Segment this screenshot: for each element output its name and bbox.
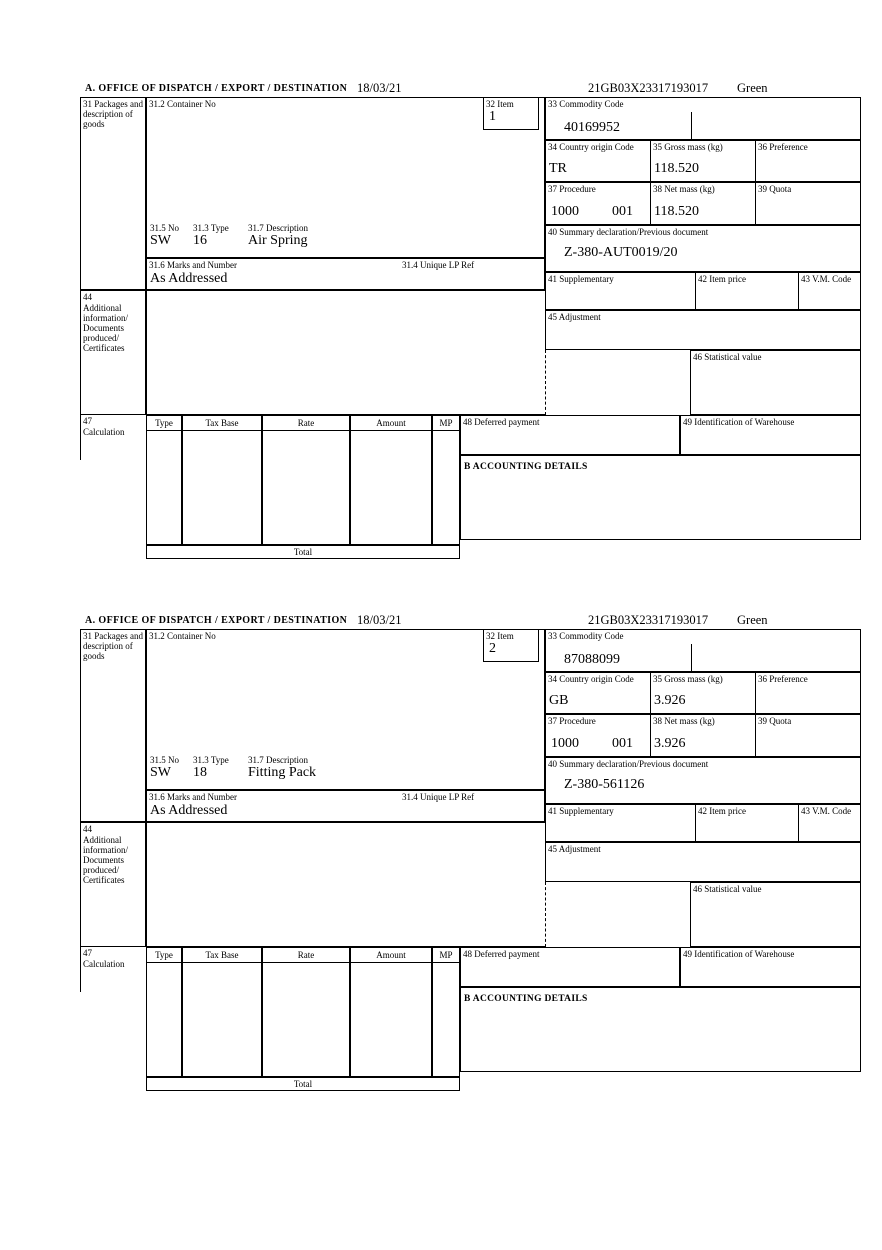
box-31-3-label: 31.3 Type: [193, 755, 229, 765]
box-34-label: 34 Country origin Code: [548, 674, 634, 684]
box-32-label: 32 Item: [486, 631, 514, 641]
box-40-label: 40 Summary declaration/Previous document: [548, 227, 709, 237]
box-48-label: 48 Deferred payment: [463, 949, 540, 959]
box-31-4-label: 31.4 Unique LP Ref: [402, 792, 475, 802]
box-49-warehouse-cell: [680, 415, 861, 455]
office-of-dispatch-label: A. OFFICE OF DISPATCH / EXPORT / DESTINATION: [85, 615, 348, 626]
package-number-value: SW: [150, 765, 171, 780]
net-mass-value: 118.520: [654, 204, 699, 219]
accounting-details-cell: [460, 455, 861, 540]
box-31-label: 31 Packages and description of goods: [83, 631, 143, 661]
box-46-label: 46 Statistical value: [693, 352, 762, 362]
box-39-quota-cell: [755, 182, 861, 225]
box-33-commodity-cell: [545, 629, 861, 672]
calc-type-header: Type: [147, 948, 181, 963]
office-of-dispatch-label: A. OFFICE OF DISPATCH / EXPORT / DESTINATION: [85, 83, 348, 94]
box-48-label: 48 Deferred payment: [463, 417, 540, 427]
previous-document-value: Z-380-561126: [564, 777, 645, 792]
calc-type-header: Type: [147, 416, 181, 431]
box-39-label: 39 Quota: [758, 716, 792, 726]
box-31-packages-label-cell: [80, 629, 146, 822]
box-31-2-container-cell: [146, 97, 545, 258]
box-40-label: 40 Summary declaration/Previous document: [548, 759, 709, 769]
box-46-statistical-value-cell: [690, 882, 861, 947]
package-type-value: 18: [193, 765, 207, 780]
box-39-label: 39 Quota: [758, 184, 792, 194]
box-33-divider: [691, 644, 692, 672]
box-31-7-label: 31.7 Description: [248, 223, 308, 233]
box-38-label: 38 Net mass (kg): [653, 716, 715, 726]
box-46-statistical-value-cell: [690, 350, 861, 415]
procedure-code-value: 1000: [551, 204, 579, 219]
box-31-6-marks-cell: [146, 258, 545, 290]
calc-tax-base-header: Tax Base: [183, 416, 261, 431]
box-47-label: Calculation: [83, 959, 125, 969]
calc-column-mp: [432, 947, 460, 1077]
accounting-details-cell: [460, 987, 861, 1072]
box-31-5-label: 31.5 No: [150, 755, 179, 765]
calc-total-row: [146, 1077, 460, 1091]
item-number-value: 1: [489, 109, 496, 124]
box-47-label-cell: [80, 947, 146, 992]
box-31-7-label: 31.7 Description: [248, 755, 308, 765]
net-mass-value: 3.926: [654, 736, 686, 751]
box-43-label: 43 V.M. Code: [801, 806, 852, 816]
box-41-label: 41 Supplementary: [548, 274, 614, 284]
box-31-5-label: 31.5 No: [150, 223, 179, 233]
calc-column-type: [146, 947, 182, 1077]
box-45-label: 45 Adjustment: [548, 844, 601, 854]
calc-column-amount: [350, 415, 432, 545]
box-44-content-cell: [146, 822, 545, 947]
box-34-country-cell: [545, 140, 651, 182]
box-31-2-label: 31.2 Container No: [149, 631, 216, 641]
box-36-label: 36 Preference: [758, 674, 808, 684]
calc-column-rate: [262, 415, 350, 545]
country-origin-value: TR: [549, 161, 567, 176]
box-47-number: 47: [83, 948, 92, 958]
box-44-label-cell: [80, 822, 146, 947]
box-44-number: 44: [83, 824, 92, 834]
marks-and-numbers-value: As Addressed: [150, 803, 228, 818]
box-36-preference-cell: [755, 672, 861, 714]
box-33-label: 33 Commodity Code: [548, 99, 624, 109]
box-45-adjustment-cell: [545, 310, 861, 350]
routing-status: Green: [737, 613, 768, 627]
box-31-6-label: 31.6 Marks and Number: [149, 260, 237, 270]
box-45-label: 45 Adjustment: [548, 312, 601, 322]
calc-mp-header: MP: [433, 416, 459, 431]
calc-total-row: [146, 545, 460, 559]
marks-and-numbers-value: As Addressed: [150, 271, 228, 286]
box-42-item-price-cell: [695, 804, 799, 842]
accounting-details-label: B ACCOUNTING DETAILS: [464, 462, 588, 472]
box-40-previous-document-cell: [545, 757, 861, 804]
box-37-label: 37 Procedure: [548, 184, 596, 194]
box-49-label: 49 Identification of Warehouse: [683, 949, 795, 959]
box-43-vm-code-cell: [798, 272, 861, 310]
box-44-number: 44: [83, 292, 92, 302]
box-38-net-mass-cell: [650, 182, 756, 225]
calc-column-type: [146, 415, 182, 545]
calc-column-rate: [262, 947, 350, 1077]
calc-rate-header: Rate: [263, 948, 349, 963]
box-44-dashed-divider: [545, 882, 546, 947]
box-31-6-label: 31.6 Marks and Number: [149, 792, 237, 802]
box-33-commodity-cell: [545, 97, 861, 140]
calc-amount-header: Amount: [351, 948, 431, 963]
box-44-dashed-divider: [545, 350, 546, 415]
box-35-label: 35 Gross mass (kg): [653, 674, 723, 684]
box-32-item-cell: [483, 97, 539, 130]
calc-amount-header: Amount: [351, 416, 431, 431]
movement-reference-number: 21GB03X23317193017: [588, 613, 709, 627]
calc-rate-header: Rate: [263, 416, 349, 431]
total-label: Total: [293, 547, 313, 557]
calc-column-amount: [350, 947, 432, 1077]
calc-column-tax-base: [182, 415, 262, 545]
box-44-label: Additional information/ Documents produced/ Certificates: [83, 835, 128, 885]
box-36-preference-cell: [755, 140, 861, 182]
box-31-packages-label-cell: [80, 97, 146, 290]
routing-status: Green: [737, 81, 768, 95]
goods-description-value: Fitting Pack: [248, 765, 317, 780]
procedure-ext-value: 001: [612, 204, 633, 219]
gross-mass-value: 3.926: [654, 693, 686, 708]
box-37-label: 37 Procedure: [548, 716, 596, 726]
item-number-value: 2: [489, 641, 496, 656]
goods-description-value: Air Spring: [248, 233, 308, 248]
box-45-adjustment-cell: [545, 842, 861, 882]
box-31-2-container-cell: [146, 629, 545, 790]
declaration-page-2: [80, 612, 861, 1092]
box-43-vm-code-cell: [798, 804, 861, 842]
box-33-divider: [691, 112, 692, 140]
box-32-item-cell: [483, 629, 539, 662]
box-46-label: 46 Statistical value: [693, 884, 762, 894]
box-42-item-price-cell: [695, 272, 799, 310]
box-41-supplementary-cell: [545, 804, 696, 842]
box-44-content-cell: [146, 290, 545, 415]
box-35-label: 35 Gross mass (kg): [653, 142, 723, 152]
box-31-2-label: 31.2 Container No: [149, 99, 216, 109]
package-number-value: SW: [150, 233, 171, 248]
box-44-label-cell: [80, 290, 146, 415]
package-type-value: 16: [193, 233, 207, 248]
gross-mass-value: 118.520: [654, 161, 699, 176]
box-44-label: Additional information/ Documents produced/ Certificates: [83, 303, 128, 353]
box-48-deferred-payment-cell: [460, 947, 680, 987]
calc-column-mp: [432, 415, 460, 545]
box-42-label: 42 Item price: [698, 274, 746, 284]
box-47-label: Calculation: [83, 427, 125, 437]
box-32-label: 32 Item: [486, 99, 514, 109]
box-37-procedure-cell: [545, 182, 651, 225]
box-39-quota-cell: [755, 714, 861, 757]
calc-mp-header: MP: [433, 948, 459, 963]
box-35-gross-mass-cell: [650, 140, 756, 182]
box-47-label-cell: [80, 415, 146, 460]
box-35-gross-mass-cell: [650, 672, 756, 714]
commodity-code-value: 87088099: [564, 652, 620, 667]
commodity-code-value: 40169952: [564, 120, 620, 135]
box-48-deferred-payment-cell: [460, 415, 680, 455]
country-origin-value: GB: [549, 693, 569, 708]
accounting-details-label: B ACCOUNTING DETAILS: [464, 994, 588, 1004]
declaration-page-1: [80, 80, 861, 560]
box-41-supplementary-cell: [545, 272, 696, 310]
box-41-label: 41 Supplementary: [548, 806, 614, 816]
box-36-label: 36 Preference: [758, 142, 808, 152]
box-34-country-cell: [545, 672, 651, 714]
procedure-code-value: 1000: [551, 736, 579, 751]
box-31-3-label: 31.3 Type: [193, 223, 229, 233]
declaration-date: 18/03/21: [357, 613, 402, 627]
movement-reference-number: 21GB03X23317193017: [588, 81, 709, 95]
box-40-previous-document-cell: [545, 225, 861, 272]
procedure-ext-value: 001: [612, 736, 633, 751]
box-38-net-mass-cell: [650, 714, 756, 757]
declaration-date: 18/03/21: [357, 81, 402, 95]
box-33-label: 33 Commodity Code: [548, 631, 624, 641]
total-label: Total: [293, 1079, 313, 1089]
box-49-label: 49 Identification of Warehouse: [683, 417, 795, 427]
calc-tax-base-header: Tax Base: [183, 948, 261, 963]
box-42-label: 42 Item price: [698, 806, 746, 816]
calc-column-tax-base: [182, 947, 262, 1077]
box-47-number: 47: [83, 416, 92, 426]
box-31-4-label: 31.4 Unique LP Ref: [402, 260, 475, 270]
box-43-label: 43 V.M. Code: [801, 274, 852, 284]
box-49-warehouse-cell: [680, 947, 861, 987]
box-31-6-marks-cell: [146, 790, 545, 822]
box-37-procedure-cell: [545, 714, 651, 757]
previous-document-value: Z-380-AUT0019/20: [564, 245, 678, 260]
box-34-label: 34 Country origin Code: [548, 142, 634, 152]
box-38-label: 38 Net mass (kg): [653, 184, 715, 194]
box-31-label: 31 Packages and description of goods: [83, 99, 143, 129]
